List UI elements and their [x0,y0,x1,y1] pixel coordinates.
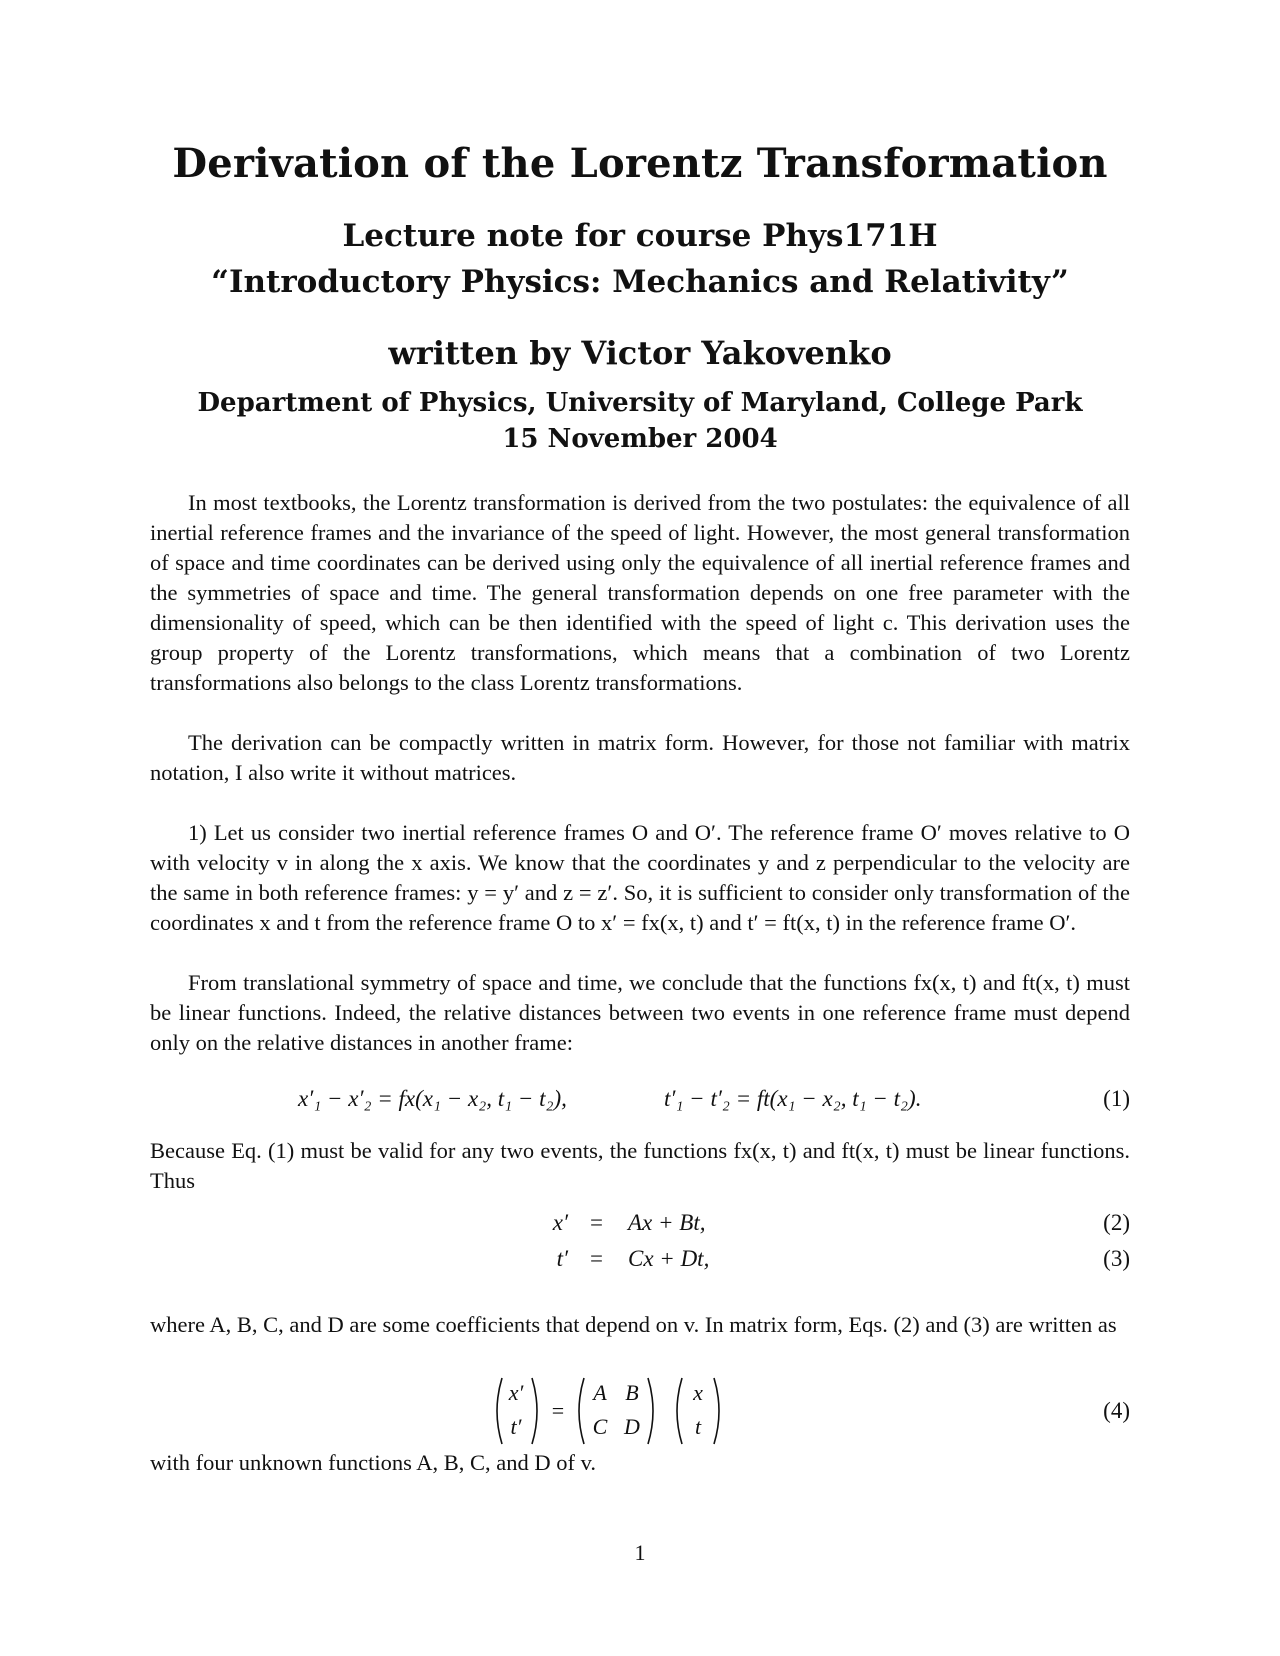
equation-3-lhs: t′ [556,1246,568,1271]
date-line: 15 November 2004 [502,424,778,454]
vector-left-bottom: t′ [510,1414,522,1439]
left-paren-icon [572,1376,586,1446]
right-paren-icon [712,1376,726,1446]
equation-1-number: (1) [1103,1086,1130,1111]
left-paren-icon [490,1376,504,1446]
right-paren-icon [530,1376,544,1446]
right-paren-icon [646,1376,660,1446]
author-line: written by Victor Yakovenko [388,334,892,372]
because-paragraph: Because Eq. (1) must be valid for any two events, the functions fx(x, t) and ft(x, t) must be linear functions. Thus [150,1138,1130,1193]
equation-2-number: (2) [1103,1210,1130,1235]
vector-left-top: x′ [508,1380,524,1405]
step1-paragraph: 1) Let us consider two inertial reference frames O and O′. The reference frame O′ moves relative to O with velocity v in along the x axis. We know that the coordinates y and z perpendicular to the velocity are the same in both reference frames: y = y′ and z = z′. So, it is sufficient to consider only transformation of the coordinates x and t from the reference frame O to x′ = fx(x, t) and t′ = ft(x, t) in the reference frame O′. [150,820,1130,935]
equation-4-number: (4) [1103,1398,1130,1423]
equation-2-rhs: Ax + Bt, [628,1210,706,1235]
equation-2-lhs: x′ [552,1210,568,1235]
matrix-b: B [625,1380,639,1405]
left-paren-icon [670,1376,684,1446]
equation-1-left: x′₁ − x′₂ = fx(x₁ − x₂, t₁ − t₂), [298,1086,567,1111]
equation-4-equals: = [551,1398,565,1423]
equation-3-number: (3) [1103,1246,1130,1271]
equation-3-rhs: Cx + Dt, [628,1246,710,1271]
where-paragraph: where A, B, C, and D are some coefficients that depend on v. In matrix form, Eqs. (2) and (3) are written as [150,1312,1117,1337]
page-number: 1 [634,1540,646,1565]
equation-3-equals: = [590,1246,603,1271]
matrix-note-paragraph: The derivation can be compactly written in matrix form. However, for those not familiar with matrix notation, I also write it without matrices. [150,730,1130,785]
with-four-paragraph: with four unknown functions A, B, C, and D of v. [150,1450,597,1475]
department-line: Department of Physics, University of Maryland, College Park [197,388,1083,418]
paper-title: Derivation of the Lorentz Transformation [172,140,1108,187]
matrix-d: D [624,1414,640,1439]
equation-4-matrix [490,1376,790,1448]
abstract-paragraph: In most textbooks, the Lorentz transformation is derived from the two postulates: the equivalence of all inertial reference frames and the invariance of the speed of light. However, the most general transformation of space and time coordinates can be derived using only the equivalence of all inertial reference frames and the symmetries of space and time. The general transformation depends on one free parameter with the dimensionality of speed, which can be then identified with the speed of light c. This derivation uses the group property of the Lorentz transformations, which means that a combination of two Lorentz transformations also belongs to the class Lorentz transformations. [150,490,1130,695]
equation-2-equals: = [590,1210,603,1235]
equation-1-right: t′₁ − t′₂ = ft(x₁ − x₂, t₁ − t₂). [664,1086,922,1111]
vector-right-top: x [693,1380,703,1405]
matrix-c: C [592,1414,608,1439]
course-name: “Introductory Physics: Mechanics and Relativity” [211,264,1069,300]
vector-right-bottom: t [694,1414,702,1439]
matrix-a: A [593,1380,607,1405]
translational-paragraph: From translational symmetry of space and time, we conclude that the functions fx(x, t) and ft(x, t) must be linear functions. Indeed, the relative distances between two events in one reference frame must depend only on the relative distances in another frame: [150,970,1130,1055]
course-line: Lecture note for course Phys171H [342,218,938,254]
